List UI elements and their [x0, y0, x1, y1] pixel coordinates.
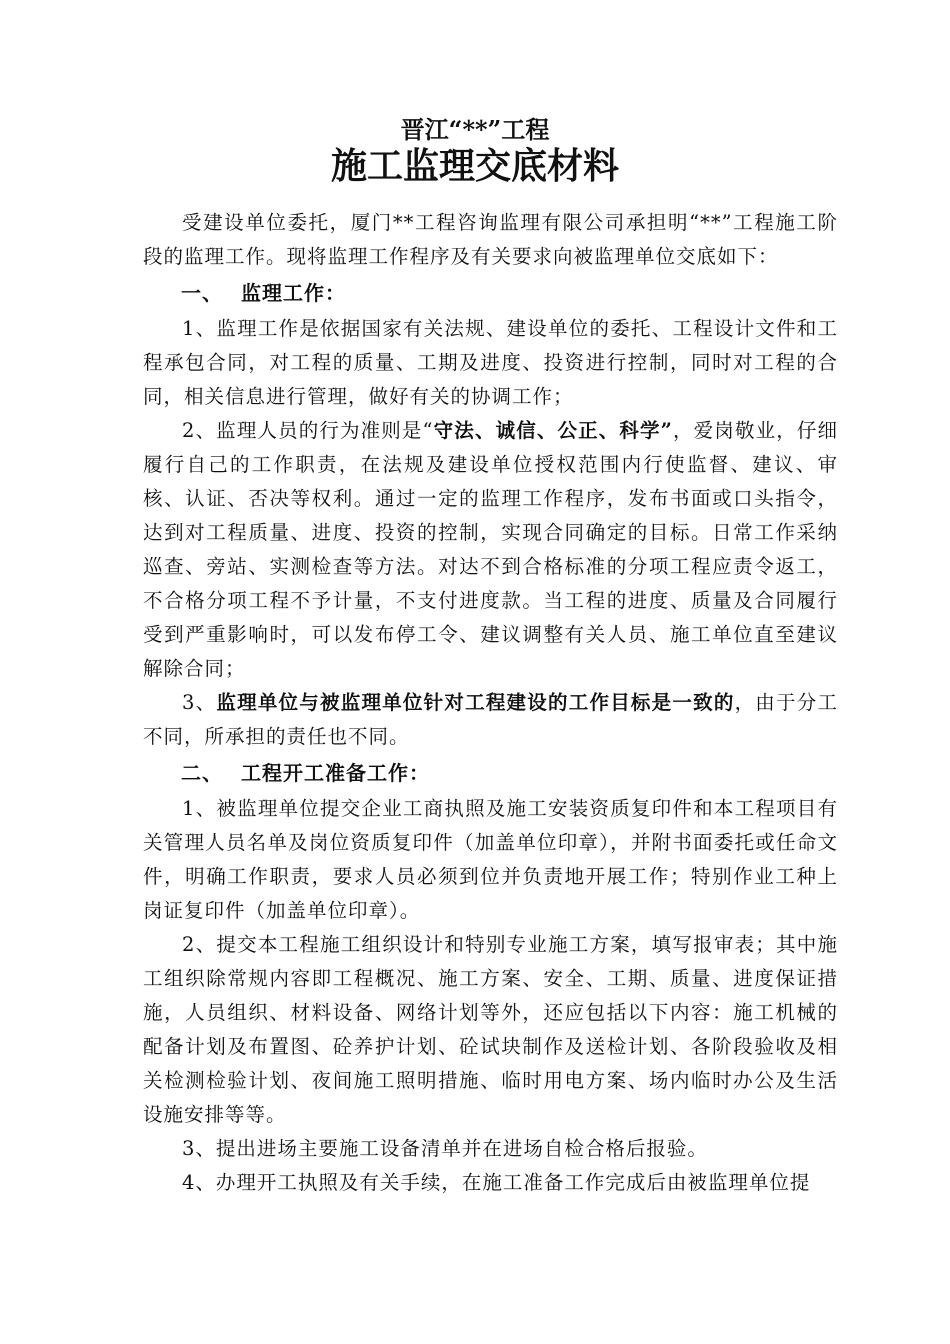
document-title-main: 施工监理交底材料: [330, 145, 619, 187]
section-1-p2-rest: ，爱岗敬业，仔细履行自己的工作职责，在法规及建设单位授权范围内行使监督、建议、审核、认证、否决等权利。通过一定的监理工作程序，发布书面或口头指令，达到对工程质量、进度、投资的控制，实现合同确定的目标。日常工作采纳巡查、旁站、实测检查等方法。对达不到合格标准的分项工程应责令返工，不合格分项工程不予计量，不支付进度款。当工程的进度、质量及合同履行受到严重影响时，可以发布停工令、建议调整有关人员、施工单位直至建议解除合同；: [143, 419, 838, 680]
section-2-paragraph-4: 4、办理开工执照及有关手续，在施工准备工作完成后由被监理单位提: [182, 1171, 811, 1194]
section-2-paragraph-2: 2、提交本工程施工组织设计和特别专业施工方案，填写报审表；其中施工组织除常规内容即工程概况、施工方案、安全、工期、质量、进度保证措施，人员组织、材料设备、网络计划等外，还应包括以下内容：施工机械的配备计划及布置图、砼养护计划、砼试块制作及送检计划、各阶段验收及相关检测检验计划、夜间施工照明措施、临时用电方案、场内临时办公及生活设施安排等等。: [143, 933, 838, 1126]
section-2-title: 工程开工准备工作：: [241, 761, 430, 785]
section-1-p3-rest: ，由于分工不同，所承担的责任也不同。: [143, 691, 838, 748]
section-1-p3-emphasis: 监理单位与被监理单位针对工程建设的工作目标是一致的: [216, 691, 735, 714]
section-2-paragraph-1: 1、被监理单位提交企业工商执照及施工安装资质复印件和本工程项目有关管理人员名单及岗位资质复印件（加盖单位印章），并附书面委托或任命文件，明确工作职责，要求人员必须到位并负责地开展工作；特别作业工种上岗证复印件（加盖单位印章）。: [143, 797, 838, 922]
section-1-p2-principles: 守法、诚信、公正、科学”: [433, 419, 673, 442]
section-2-paragraph-3: 3、提出进场主要施工设备清单并在进场自检合格后报验。: [182, 1137, 708, 1160]
section-1-paragraph-3: [143, 686, 838, 754]
section-2-heading: [143, 756, 838, 790]
section-2-number: 二、: [181, 761, 223, 785]
intro-paragraph: 受建设单位委托，厦门**工程咨询监理有限公司承担明“**”工程施工阶段的监理工作。现将监理工作程序及有关要求向被监理单位交底如下：: [143, 211, 838, 268]
section-1-p3-prefix: 3、: [182, 691, 217, 714]
document-body: [143, 206, 838, 1200]
section-1-paragraph-2: [143, 414, 838, 686]
section-1-number: 一、: [181, 281, 223, 305]
document-title-line1: 晋江“**”工程: [400, 115, 550, 144]
section-1-paragraph-1: 1、监理工作是依据国家有关法规、建设单位的委托、工程设计文件和工程承包合同，对工程的质量、工期及进度、投资进行控制，同时对工程的合同，相关信息进行管理，做好有关的协调工作；: [143, 317, 838, 408]
section-1-p2-prefix: 2、监理人员的行为准则是“: [182, 419, 434, 442]
section-1-heading: [143, 276, 838, 310]
section-1-title: 监理工作：: [241, 281, 346, 305]
